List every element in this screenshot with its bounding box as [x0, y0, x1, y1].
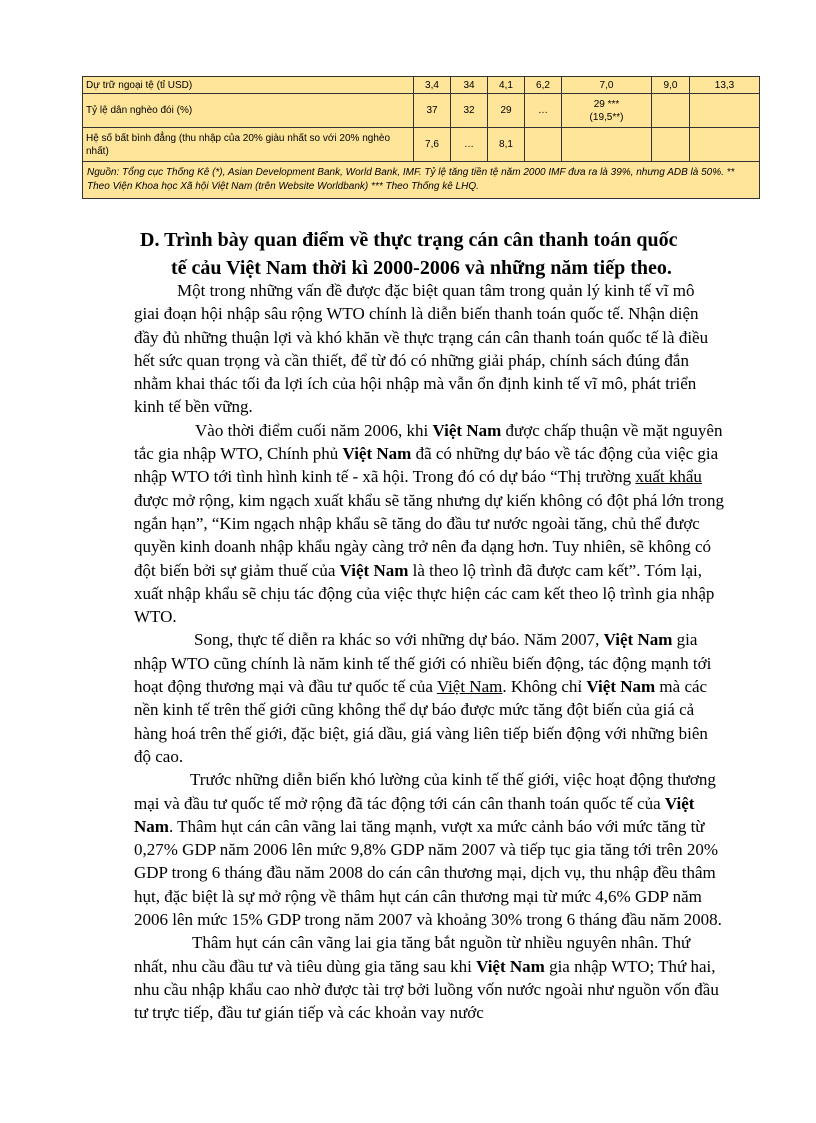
section-heading — [140, 226, 740, 282]
statistics-table — [82, 76, 760, 199]
table-cell: 6,2 — [525, 77, 562, 94]
table-cell: 13,3 — [690, 77, 760, 94]
table-row — [83, 94, 760, 128]
table-row — [83, 77, 760, 94]
table-row — [83, 162, 760, 199]
table-cell: 3,4 — [414, 77, 451, 94]
paragraph-5 — [134, 931, 724, 1024]
table-cell: 37 — [414, 94, 451, 128]
text-run: được chấp thuận về mặt nguyên tắc gia nhập WTO, Chính phủ — [134, 420, 723, 464]
country-name: Việt Nam — [342, 444, 412, 464]
table-cell — [562, 128, 652, 162]
table-cell: … — [451, 128, 488, 162]
table-cell — [652, 94, 690, 128]
table-cell: … — [525, 94, 562, 128]
row-label: Hệ số bất bình đẳng (thu nhập của 20% giàu nhất so với 20% nghèo nhất) — [83, 128, 414, 162]
cell-main-value: 29 *** — [593, 98, 620, 110]
row-label: Dự trữ ngoại tệ (tỉ USD) — [83, 77, 414, 94]
heading-line-1: D. Trình bày quan điểm về thực trạng cán cân thanh toán quốc — [140, 229, 678, 251]
text-run: được mở rộng, kim ngạch xuất khẩu sẽ tăng nhưng dự kiến không có đột phá lớn trong ngắn hạn”, “Kim ngạch nhập khẩu sẽ tăng do đầu tư nước ngoài tăng, chủ thể được quyền kinh doanh nhập khẩu ngày càng trở nên đa dạng hơn. Tuy nhiên, sẽ không có đột biến bởi sự giảm thuế của — [134, 490, 725, 580]
text-run: gia nhập WTO cũng chính là năm kinh tế thế giới có nhiều biến động, tác động mạnh tới hoạt động thương mại và đầu tư quốc tế của — [134, 630, 712, 697]
paragraph-3 — [134, 628, 724, 768]
table-cell — [525, 128, 562, 162]
table-cell: 7,6 — [414, 128, 451, 162]
table-cell: 9,0 — [652, 77, 690, 94]
paragraph-1: Một trong những vấn đề được đặc biệt quan tâm trong quản lý kinh tế vĩ mô giai đoạn hội nhập sâu rộng WTO chính là diễn biến thanh toán quốc tế. Nhận diện đầy đủ những thuận lợi và khó khăn về thực trạng cán cân thanh toán quốc tế là điều hết sức quan trọng và cần thiết, để từ đó có những giải pháp, chính sách đúng đắn nhằm khai thác tối đa lợi ích của hội nhập mà vẫn ổn định kinh tế vĩ mô, phát triển kinh tế bền vững. — [134, 281, 709, 417]
country-name: Việt Nam — [432, 420, 502, 440]
table-cell — [652, 128, 690, 162]
row-label: Tỷ lệ dân nghèo đói (%) — [83, 94, 414, 128]
table-row — [83, 128, 760, 162]
text-run: . Thâm hụt cán cân vãng lai tăng mạnh, vượt xa mức cảnh báo với mức tăng từ 0,27% GDP năm 2006 lên mức 9,8% GDP năm 2007 và tiếp tục gia tăng tới trên 20% GDP trong 6 tháng đầu năm 2008 do cán cân thương mại, dịch vụ, thu nhập đều thâm hụt, đặc biệt là sự mở rộng về thâm hụt cán cân thương mại từ mức 4,6% GDP năm 2006 lên mức 15% GDP trong năm 2007 và khoảng 30% trong 6 tháng đầu năm 2008. — [134, 816, 722, 930]
country-name: Việt Nam — [603, 630, 673, 650]
cell-sub-value: (19,5**) — [589, 111, 624, 123]
text-run: . Không chỉ — [502, 677, 587, 697]
text-run: Trước những diễn biến khó lường của kinh tế thế giới, việc hoạt động thương mại và đầu tư quốc tế mở rộng đã tác động tới cán cân thanh toán quốc tế của — [134, 770, 716, 813]
country-name: Việt Nam — [586, 677, 656, 697]
text-run: mà các nền kinh tế trên thế giới cũng không thể dự báo được mức tăng đột biến của giá cả hàng hoá trên thế giới, đặc biệt, giá dầu, giá vàng liên tiếp biến động với những biên độ cao. — [134, 677, 708, 766]
table-cell: 29 — [488, 94, 525, 128]
text-run: Vào thời điểm cuối năm 2006, khi — [195, 420, 433, 440]
text-run: gia nhập WTO; Thứ hai, nhu cầu nhập khẩu cao nhờ được tài trợ bởi luồng vốn nước ngoài như nguồn vốn đầu tư trực tiếp, đầu tư gián tiếp và các khoản vay nước — [134, 956, 719, 1023]
vietnam-link[interactable]: Việt Nam — [436, 677, 503, 697]
country-name: Việt Nam — [134, 793, 695, 836]
text-run: là theo lộ trình đã được cam kết”. Tóm lại, xuất nhập khẩu sẽ chịu tác động của việc thực hiện các cam kết theo lộ trình gia nhập WTO. — [134, 560, 715, 627]
table-cell: 8,1 — [488, 128, 525, 162]
table-cell: 4,1 — [488, 77, 525, 94]
heading-line-2: tế cảu Việt Nam thời kì 2000-2006 và những năm tiếp theo. — [171, 257, 672, 279]
table-source-note: Nguồn: Tổng cục Thống Kê (*), Asian Development Bank, World Bank, IMF. Tỷ lệ tăng tiền tệ năm 2000 IMF đưa ra là 39%, nhưng ADB là 50%. ** Theo Viện Khoa học Xã hội Việt Nam (trên Website Worldbank) *** Theo Thống kê LHQ. — [83, 162, 760, 199]
table-cell — [690, 128, 760, 162]
table-cell — [562, 94, 652, 128]
table-cell — [690, 94, 760, 128]
country-name: Việt Nam — [476, 956, 545, 976]
country-name: Việt Nam — [339, 560, 409, 580]
text-run: Song, thực tế diễn ra khác so với những dự báo. Năm 2007, — [194, 630, 604, 650]
paragraph-2 — [134, 419, 724, 629]
text-run: Thâm hụt cán cân vãng lai gia tăng bắt nguồn từ nhiều nguyên nhân. Thứ nhất, nhu cầu đầu tư và tiêu dùng gia tăng sau khi — [134, 933, 691, 976]
body-text — [134, 279, 724, 1025]
export-link[interactable]: xuất khẩu — [635, 467, 702, 487]
paragraph-4 — [134, 768, 724, 931]
table-cell: 34 — [451, 77, 488, 94]
table-cell: 7,0 — [562, 77, 652, 94]
text-run: đã có những dự báo về tác động của việc gia nhập WTO tới tình hình kinh tế - xã hội. Trong đó có dự báo “Thị trường — [134, 444, 719, 487]
table-cell: 32 — [451, 94, 488, 128]
